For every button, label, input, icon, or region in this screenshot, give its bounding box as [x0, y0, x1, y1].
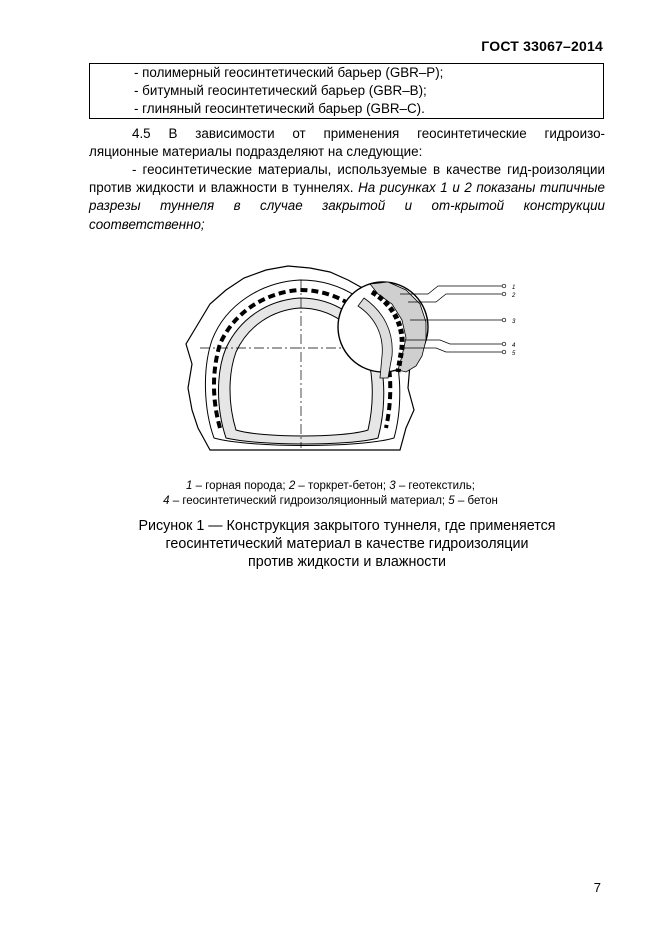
- legend-line-2: [100, 494, 561, 509]
- legend-text-4: – геосинтетический гидроизоляционный материал;: [169, 495, 449, 507]
- legend-num-5: 5: [448, 495, 455, 507]
- bullet-paragraph: [89, 161, 605, 234]
- section-4-5-line-1: 4.5 В зависимости от применения геосинтетические гидроизо-: [132, 126, 605, 141]
- list-item: - полимерный геосинтетический барьер (GBR–P);: [134, 65, 444, 80]
- page-number: 7: [593, 880, 601, 895]
- callout-4: 4: [512, 343, 516, 349]
- legend-num-1: 1: [186, 480, 193, 492]
- leader-line-2: [408, 294, 502, 302]
- figure-legend: [100, 479, 561, 509]
- callout-5: 5: [512, 351, 516, 357]
- legend-text-1: – горная порода;: [192, 480, 289, 492]
- list-item: - глиняный геосинтетический барьер (GBR–C).: [134, 101, 425, 116]
- legend-line-1: [100, 479, 561, 494]
- caption-line-3: против жидкости и влажности: [248, 554, 446, 570]
- barrier-list-box: [89, 63, 604, 119]
- section-4-5-paragraph: [89, 125, 605, 161]
- tunnel-cross-section-figure: [170, 260, 530, 465]
- legend-num-2: 2: [288, 480, 296, 492]
- section-4-5-line-2: ляционные материалы подразделяют на следующие:: [89, 144, 423, 160]
- legend-text-2: – торкрет-бетон;: [295, 480, 390, 492]
- callout-1: 1: [512, 285, 516, 291]
- caption-line-2: геосинтетический материал в качестве гидроизоляции: [165, 536, 529, 552]
- tunnel-drawing: [186, 266, 506, 450]
- legend-text-5: – бетон: [454, 495, 498, 507]
- leader-line-1: [400, 286, 502, 294]
- legend-num-4: 4: [163, 495, 170, 507]
- leader-end-4: [502, 342, 506, 346]
- caption-line-1: Рисунок 1 — Конструкция закрытого туннеля, где применяется: [138, 518, 556, 534]
- leader-end-3: [502, 318, 506, 322]
- callout-2: 2: [512, 293, 516, 299]
- leader-end-2: [502, 292, 506, 296]
- legend-text-3: – геотекстиль;: [395, 480, 475, 492]
- standard-number: ГОСТ 33067–2014: [481, 38, 603, 54]
- bullet-text: - геосинтетические материалы, используемые в качестве гид-роизоляции против жидкости и влажности в туннелях.: [89, 162, 605, 196]
- figure-caption: [89, 517, 605, 571]
- legend-num-3: 3: [389, 480, 396, 492]
- callout-3: 3: [512, 319, 516, 325]
- bullet-italic-text: На рисунках 1 и 2 показаны типичные разрезы туннеля в случае закрытой и от-крытой конструкции соответственно;: [89, 180, 605, 232]
- list-item: - битумный геосинтетический барьер (GBR–B);: [134, 83, 427, 98]
- leader-end-1: [502, 284, 506, 288]
- leader-end-5: [502, 350, 506, 354]
